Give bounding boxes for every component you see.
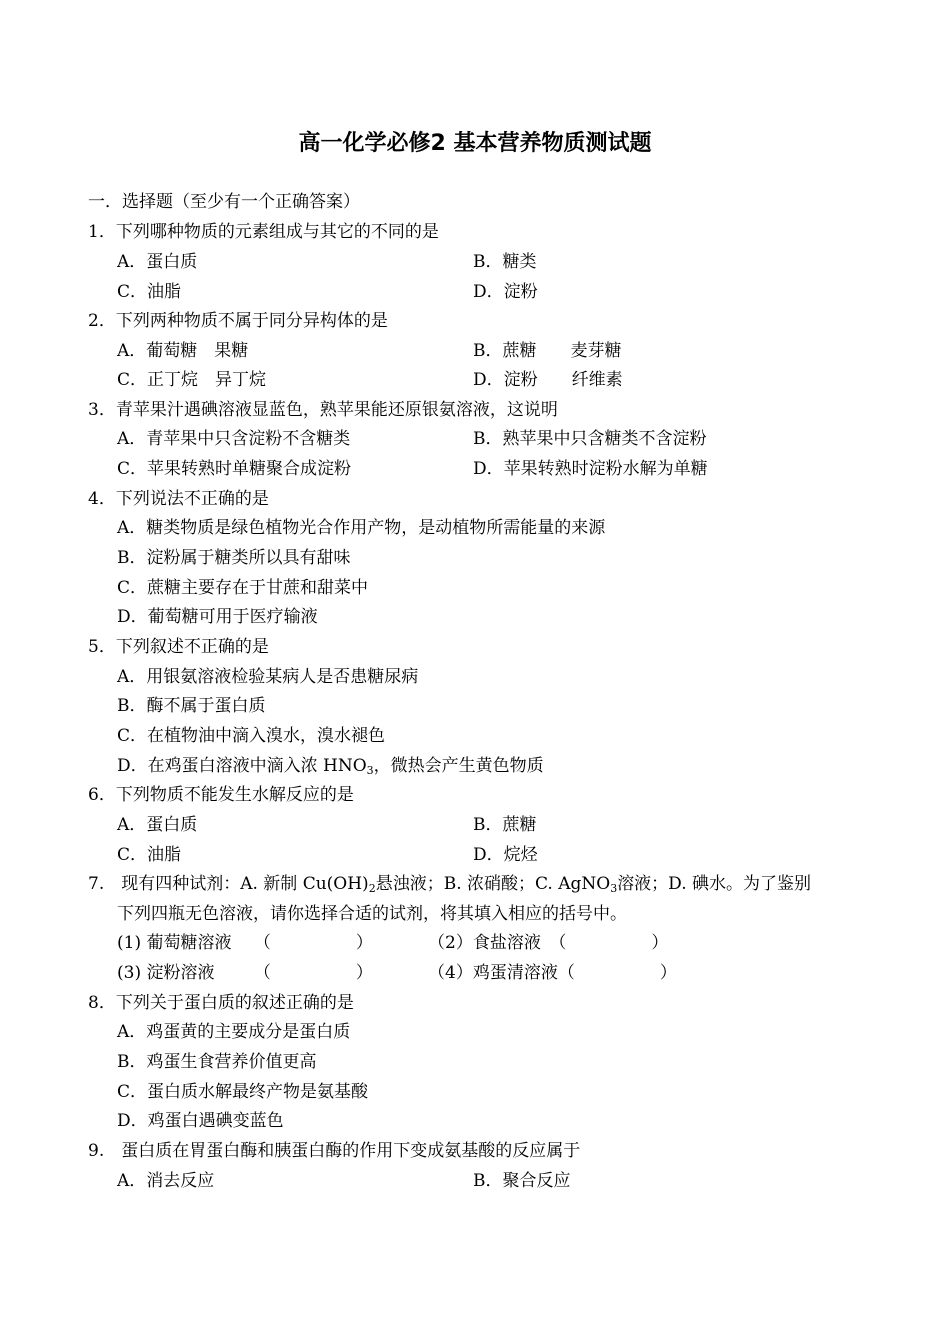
q2-stem: 2．下列两种物质不属于同分异构体的是 — [88, 311, 388, 331]
q1-option-a: A．蛋白质 — [117, 252, 198, 272]
q7-stem-line2: 下列四瓶无色溶液，请你选择合适的试剂，将其填入相应的括号中。 — [117, 904, 627, 924]
q7-item-2: （2）食盐溶液 （ ） — [428, 933, 669, 953]
q7-item-3: (3) 淀粉溶液 （ ） — [117, 963, 373, 983]
q8-stem: 8．下列关于蛋白质的叙述正确的是 — [88, 993, 354, 1013]
q7-item-4: （4）鸡蛋清溶液（ ） — [428, 963, 677, 983]
q9-option-a: A．消去反应 — [117, 1171, 215, 1191]
q1-stem: 1．下列哪种物质的元素组成与其它的不同的是 — [88, 222, 439, 242]
q4-option-d: D．葡萄糖可用于医疗输液 — [117, 607, 318, 627]
q5-stem: 5．下列叙述不正确的是 — [88, 637, 269, 657]
q6-option-d: D．烷烃 — [473, 845, 538, 865]
q1-option-b: B．糖类 — [473, 252, 537, 272]
q6-stem: 6．下列物质不能发生水解反应的是 — [88, 785, 354, 805]
q4-option-b: B．淀粉属于糖类所以具有甜味 — [117, 548, 351, 568]
q7-stem-part3: 溶液；D. 碘水。为了鉴别 — [617, 874, 812, 894]
q5-option-c: C．在植物油中滴入溴水，溴水褪色 — [117, 726, 386, 746]
q9-stem: 9. 蛋白质在胃蛋白酶和胰蛋白酶的作用下变成氨基酸的反应属于 — [88, 1141, 581, 1161]
q7-stem-part1: 7. 现有四种试剂：A. 新制 Cu(OH) — [88, 874, 369, 894]
q2-option-b: B．蔗糖 麦芽糖 — [473, 341, 622, 361]
q5-option-a: A．用银氨溶液检验某病人是否患糖尿病 — [117, 667, 419, 687]
q8-option-c: C．蛋白质水解最终产物是氨基酸 — [117, 1082, 369, 1102]
q8-option-a: A．鸡蛋黄的主要成分是蛋白质 — [117, 1022, 351, 1042]
q7-item-1: (1) 葡萄糖溶液 （ ） — [117, 933, 373, 953]
q2-option-a: A．葡萄糖 果糖 — [117, 341, 249, 361]
q6-option-c: C．油脂 — [117, 845, 182, 865]
q3-option-c: C．苹果转熟时单糖聚合成淀粉 — [117, 459, 352, 479]
q7-subscript-2: 3 — [610, 882, 618, 895]
section-heading: 一．选择题（至少有一个正确答案） — [88, 192, 360, 212]
q8-option-b: B．鸡蛋生食营养价值更高 — [117, 1052, 317, 1072]
q9-option-b: B．聚合反应 — [473, 1171, 571, 1191]
q4-option-a: A．糖类物质是绿色植物光合作用产物，是动植物所需能量的来源 — [117, 518, 606, 538]
q1-option-d: D．淀粉 — [473, 282, 538, 302]
q3-option-d: D．苹果转熟时淀粉水解为单糖 — [473, 459, 708, 479]
q6-option-a: A．蛋白质 — [117, 815, 198, 835]
q6-option-b: B．蔗糖 — [473, 815, 537, 835]
q8-option-d: D．鸡蛋白遇碘变蓝色 — [117, 1111, 284, 1131]
q5-option-d — [117, 755, 544, 777]
q1-option-c: C．油脂 — [117, 282, 182, 302]
q5-subscript: 3 — [366, 764, 374, 777]
q4-option-c: C．蔗糖主要存在于甘蔗和甜菜中 — [117, 578, 369, 598]
q3-option-b: B．熟苹果中只含糖类不含淀粉 — [473, 429, 707, 449]
q7-stem-line1 — [88, 873, 811, 895]
q7-stem-part2: 悬浊液；B. 浓硝酸；C. AgNO — [375, 874, 611, 894]
q5-option-d-tail: ，微热会产生黄色物质 — [373, 756, 544, 776]
q2-option-d: D．淀粉 纤维素 — [473, 370, 623, 390]
q2-option-c: C．正丁烷 异丁烷 — [117, 370, 267, 390]
q7-subscript-1: 2 — [368, 882, 376, 895]
q5-option-d-text: D．在鸡蛋白溶液中滴入浓 HNO — [117, 756, 367, 776]
page-title: 高一化学必修2 基本营养物质测试题 — [298, 131, 652, 156]
q4-stem: 4．下列说法不正确的是 — [88, 489, 269, 509]
q3-stem: 3．青苹果汁遇碘溶液显蓝色，熟苹果能还原银氨溶液，这说明 — [88, 400, 558, 420]
q5-option-b: B．酶不属于蛋白质 — [117, 696, 266, 716]
q3-option-a: A．青苹果中只含淀粉不含糖类 — [117, 429, 351, 449]
